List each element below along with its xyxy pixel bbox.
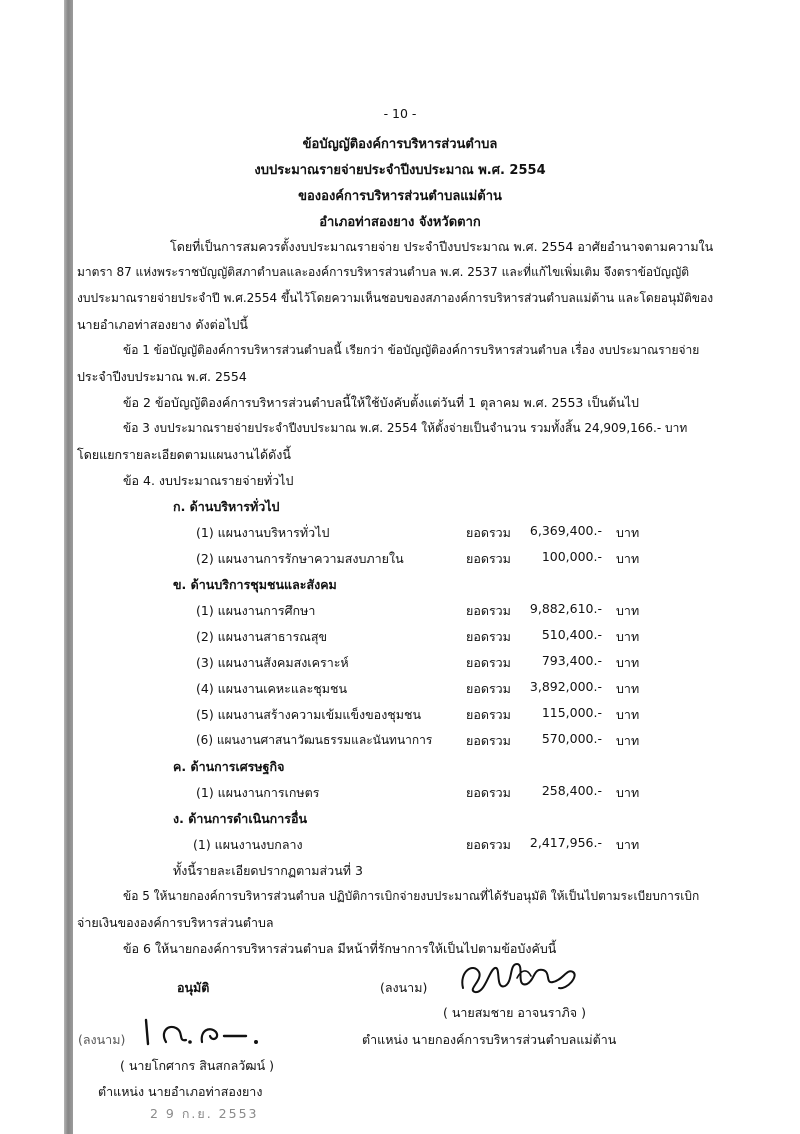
- plan-name: (4) แผนงานเคหะและชุมชน: [196, 681, 348, 696]
- date-stamp: 2 9 ก.ย. 2553: [150, 1106, 259, 1121]
- title-line-1: ข้อบัญญัติองค์การบริหารส่วนตำบล: [302, 137, 498, 152]
- plan-amount: 510,400.-: [541, 627, 602, 642]
- section-label: ค. ด้านการเศรษฐกิจ: [173, 759, 285, 774]
- sign-label-left: (ลงนาม): [78, 1032, 126, 1047]
- right-signer-name: ( นายสมชาย อาจนราภิจ ): [443, 1005, 586, 1020]
- section-label: ข. ด้านบริการชุมชนและสังคม: [173, 577, 337, 592]
- plan-name: (5) แผนงานสร้างความเข้มแข็งของชุมชน: [196, 707, 422, 722]
- left-signer-name: ( นายโกศากร สินสกลวัฒน์ ): [120, 1058, 274, 1073]
- clause-6: ข้อ 6 ให้นายกองค์การบริหารส่วนตำบล มีหน้าที่รักษาการให้เป็นไปตามข้อบังคับนี้: [123, 941, 557, 956]
- title-line-2: งบประมาณรายจ่ายประจำปีงบประมาณ พ.ศ. 2554: [254, 163, 546, 178]
- preamble-line-4: นายอำเภอท่าสองยาง ดังต่อไปนี้: [77, 317, 248, 332]
- plan-amount: 2,417,956.-: [529, 835, 602, 850]
- currency-unit: บาท: [616, 525, 640, 540]
- total-label: ยอดรวม: [466, 629, 511, 644]
- plan-name: (6) แผนงานศาสนาวัฒนธรรมและนันทนาการ: [196, 733, 433, 747]
- clause-1-line-2: ประจำปีงบประมาณ พ.ศ. 2554: [77, 369, 247, 384]
- total-label: ยอดรวม: [466, 681, 511, 696]
- total-label: ยอดรวม: [466, 785, 511, 800]
- plan-name: (1) แผนงานงบกลาง: [193, 837, 303, 852]
- clause-4: ข้อ 4. งบประมาณรายจ่ายทั่วไป: [123, 473, 294, 488]
- currency-unit: บาท: [616, 629, 640, 644]
- currency-unit: บาท: [616, 603, 640, 618]
- clause-5-line-2: จ่ายเงินขององค์การบริหารส่วนตำบล: [77, 915, 274, 930]
- total-label: ยอดรวม: [466, 655, 511, 670]
- left-signer-position: ตำแหน่ง นายอำเภอท่าสองยาง: [98, 1084, 263, 1099]
- plan-amount: 258,400.-: [541, 783, 602, 798]
- total-label: ยอดรวม: [466, 525, 511, 540]
- currency-unit: บาท: [616, 733, 640, 748]
- plan-name: (2) แผนงานสาธารณสุข: [196, 629, 328, 644]
- total-label: ยอดรวม: [466, 707, 511, 722]
- currency-unit: บาท: [616, 785, 640, 800]
- currency-unit: บาท: [616, 681, 640, 696]
- plan-name: (1) แผนงานการเกษตร: [196, 785, 320, 800]
- clause-4-footer: ทั้งนี้รายละเอียดปรากฏตามส่วนที่ 3: [173, 863, 363, 878]
- currency-unit: บาท: [616, 655, 640, 670]
- plan-amount: 570,000.-: [541, 731, 602, 746]
- total-label: ยอดรวม: [466, 837, 511, 852]
- total-label: ยอดรวม: [466, 603, 511, 618]
- total-label: ยอดรวม: [466, 733, 511, 748]
- approve-label: อนุมัติ: [177, 980, 210, 995]
- page-number: - 10 -: [383, 106, 417, 121]
- plan-amount: 9,882,610.-: [529, 601, 602, 616]
- title-line-3: ขององค์การบริหารส่วนตำบลแม่ต้าน: [298, 189, 502, 204]
- clause-3-line-1: ข้อ 3 งบประมาณรายจ่ายประจำปีงบประมาณ พ.ศ. 2554 ให้ตั้งจ่ายเป็นจำนวน รวมทั้งสิ้น 24,909,166.- บาท: [123, 421, 688, 435]
- plan-name: (3) แผนงานสังคมสงเคราะห์: [196, 655, 349, 670]
- plan-name: (1) แผนงานการศึกษา: [196, 603, 316, 618]
- total-label: ยอดรวม: [466, 551, 511, 566]
- right-signer-position: ตำแหน่ง นายกองค์การบริหารส่วนตำบลแม่ต้าน: [362, 1032, 617, 1047]
- left-signature: [140, 1012, 280, 1052]
- title-line-4: อำเภอท่าสองยาง จังหวัดตาก: [319, 215, 481, 230]
- preamble-line-1: โดยที่เป็นการสมควรตั้งงบประมาณรายจ่าย ประจำปีงบประมาณ พ.ศ. 2554 อาศัยอำนาจตามความใน: [170, 239, 714, 254]
- plan-name: (2) แผนงานการรักษาความสงบภายใน: [196, 551, 404, 566]
- currency-unit: บาท: [616, 551, 640, 566]
- preamble-line-2: มาตรา 87 แห่งพระราชบัญญัติสภาตำบลและองค์การบริหารส่วนตำบล พ.ศ. 2537 และที่แก้ไขเพิ่มเติม จึงตราข้อบัญญัติ: [77, 265, 689, 279]
- preamble-line-3: งบประมาณรายจ่ายประจำปี พ.ศ.2554 ขึ้นไว้โดยความเห็นชอบของสภาองค์การบริหารส่วนตำบลแม่ต้าน และโดยอนุมัติของ: [77, 291, 714, 305]
- clause-5-line-1: ข้อ 5 ให้นายกองค์การบริหารส่วนตำบล ปฏิบัติการเบิกจ่ายงบประมาณที่ได้รับอนุมัติ ให้เป็นไปตามระเบียบการเบิก: [123, 889, 700, 903]
- plan-amount: 115,000.-: [541, 705, 602, 720]
- right-signature: [455, 950, 595, 1002]
- plan-amount: 100,000.-: [541, 549, 602, 564]
- currency-unit: บาท: [616, 707, 640, 722]
- section-label: ก. ด้านบริหารทั่วไป: [173, 499, 280, 514]
- sign-label-right: (ลงนาม): [380, 980, 428, 995]
- plan-amount: 3,892,000.-: [529, 679, 602, 694]
- plan-name: (1) แผนงานบริหารทั่วไป: [196, 525, 330, 540]
- plan-amount: 793,400.-: [541, 653, 602, 668]
- plan-amount: 6,369,400.-: [529, 523, 602, 538]
- currency-unit: บาท: [616, 837, 640, 852]
- clause-2: ข้อ 2 ข้อบัญญัติองค์การบริหารส่วนตำบลนี้ให้ใช้บังคับตั้งแต่วันที่ 1 ตุลาคม พ.ศ. 2553 เป็นต้นไป: [123, 395, 639, 410]
- clause-1-line-1: ข้อ 1 ข้อบัญญัติองค์การบริหารส่วนตำบลนี้ เรียกว่า ข้อบัญญัติองค์การบริหารส่วนตำบล เรื่อง งบประมาณรายจ่าย: [123, 343, 700, 357]
- section-label: ง. ด้านการดำเนินการอื่น: [173, 811, 308, 826]
- clause-3-line-2: โดยแยกรายละเอียดตามแผนงานได้ดังนี้: [77, 447, 291, 462]
